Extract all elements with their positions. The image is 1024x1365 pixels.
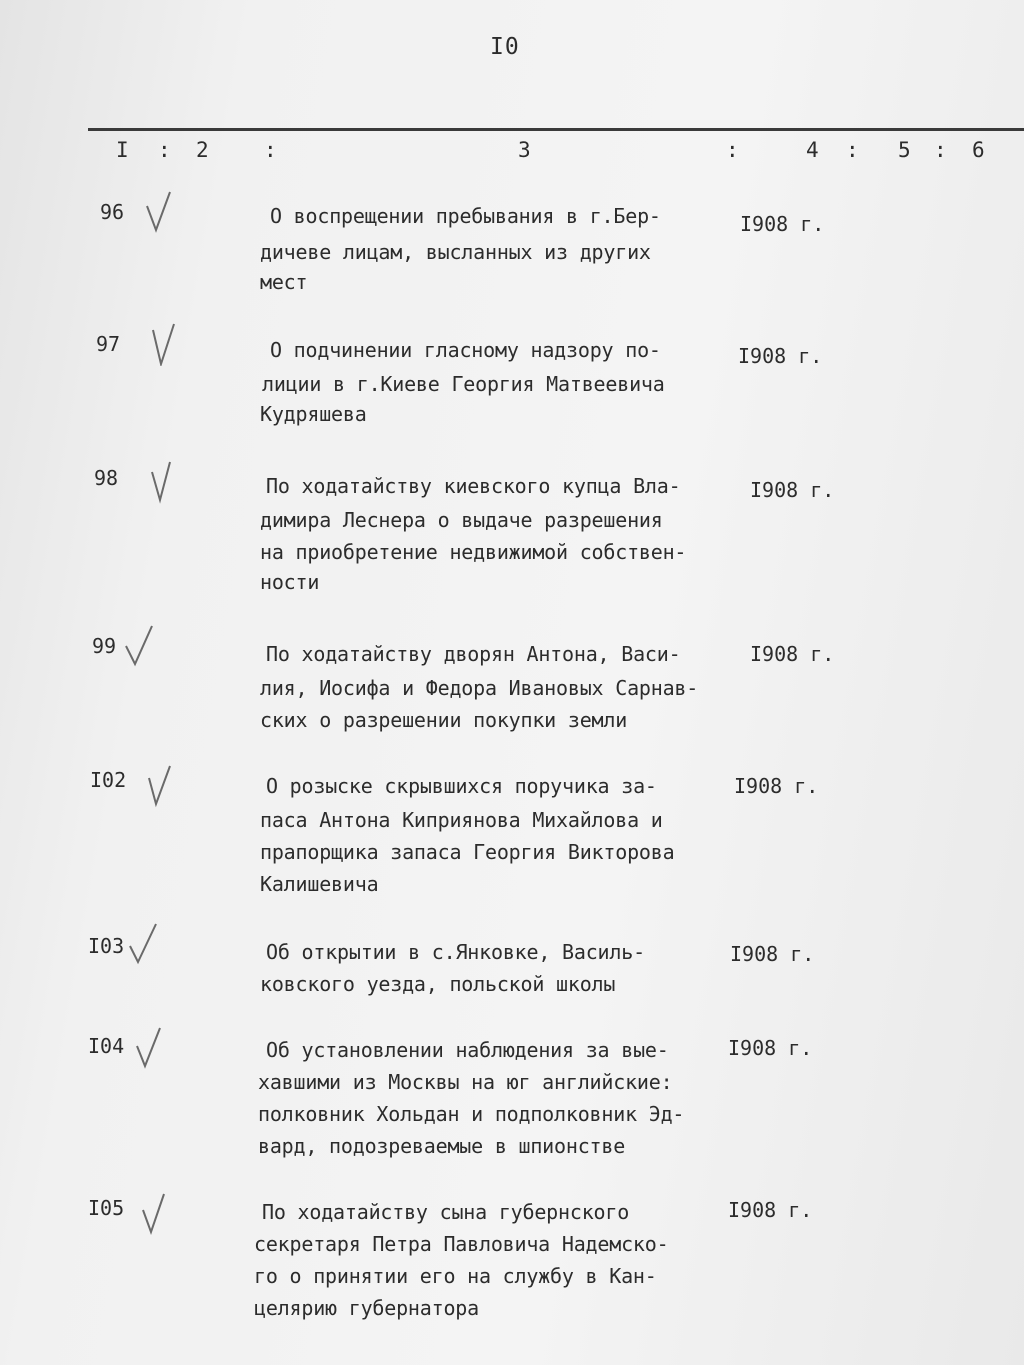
entry-number: I04 bbox=[88, 1034, 125, 1058]
entry-line: Калишевича bbox=[260, 872, 379, 896]
column-header-4: 4 bbox=[806, 138, 819, 162]
entry-number: 99 bbox=[92, 634, 117, 658]
checkmark-icon bbox=[128, 922, 158, 966]
entry-line: Об установлении наблюдения за вые- bbox=[266, 1038, 669, 1062]
entry-line: лиции в г.Киеве Георгия Матвеевича bbox=[262, 372, 665, 396]
entry-year: I908 г. bbox=[734, 774, 819, 798]
entry-line: вард, подозреваемые в шпионстве bbox=[258, 1134, 626, 1158]
checkmark-icon bbox=[134, 1026, 164, 1070]
column-header-1: I bbox=[116, 138, 129, 162]
entry-line: О воспрещении пребывания в г.Бер- bbox=[270, 204, 661, 228]
column-separator: : bbox=[846, 138, 859, 162]
entry-line: О подчинении гласному надзору по- bbox=[270, 338, 661, 362]
entry-year: I908 г. bbox=[740, 212, 825, 236]
entry-year: I908 г. bbox=[730, 942, 815, 966]
entry-line: полковник Хольдан и подполковник Эд- bbox=[258, 1102, 685, 1126]
entry-line: мест bbox=[260, 270, 308, 294]
checkmark-icon bbox=[124, 624, 154, 668]
entry-line: димира Леснера о выдаче разрешения bbox=[260, 508, 663, 532]
entry-number: 96 bbox=[100, 200, 125, 224]
column-header-2: 2 bbox=[196, 138, 209, 162]
entry-line: О розыске скрывшихся поручика за- bbox=[266, 774, 657, 798]
entry-line: прапорщика запаса Георгия Викторова bbox=[260, 840, 675, 864]
column-separator: : bbox=[934, 138, 947, 162]
entry-line: По ходатайству киевского купца Вла- bbox=[266, 474, 681, 498]
entry-year: I908 г. bbox=[728, 1198, 813, 1222]
entry-year: I908 г. bbox=[738, 344, 823, 368]
entry-year: I908 г. bbox=[750, 478, 835, 502]
entry-number: I05 bbox=[88, 1196, 125, 1220]
entry-line: лия, Иосифа и Федора Ивановых Сарнав- bbox=[260, 676, 699, 700]
entry-line: По ходатайству дворян Антона, Васи- bbox=[266, 642, 681, 666]
header-rule bbox=[88, 128, 1024, 131]
entry-number: I03 bbox=[88, 934, 125, 958]
entry-line: ских о разрешении покупки земли bbox=[260, 708, 628, 732]
column-separator: : bbox=[726, 138, 739, 162]
entry-line: го о принятии его на службу в Кан- bbox=[254, 1264, 657, 1288]
entry-line: хавшими из Москвы на юг английские: bbox=[258, 1070, 673, 1094]
entry-line: на приобретение недвижимой собствен- bbox=[260, 540, 687, 564]
checkmark-icon bbox=[148, 460, 178, 504]
column-header-6: 6 bbox=[972, 138, 985, 162]
entry-line: ковского уезда, польской школы bbox=[260, 972, 616, 996]
checkmark-icon bbox=[150, 322, 180, 366]
entry-line: Кудряшева bbox=[260, 402, 367, 426]
entry-line: секретаря Петра Павловича Надемско- bbox=[254, 1232, 669, 1256]
checkmark-icon bbox=[144, 190, 174, 234]
entry-line: ности bbox=[260, 570, 320, 594]
entry-line: Об открытии в с.Янковке, Василь- bbox=[266, 940, 645, 964]
entry-year: I908 г. bbox=[750, 642, 835, 666]
checkmark-icon bbox=[146, 764, 176, 808]
entry-line: паса Антона Киприянова Михайлова и bbox=[260, 808, 663, 832]
column-header-5: 5 bbox=[898, 138, 911, 162]
entry-line: По ходатайству сына губернского bbox=[262, 1200, 630, 1224]
entry-year: I908 г. bbox=[728, 1036, 813, 1060]
column-separator: : bbox=[158, 138, 171, 162]
entry-line: дичеве лицам, высланных из других bbox=[260, 240, 651, 264]
page-number: I0 bbox=[490, 34, 520, 60]
checkmark-icon bbox=[140, 1192, 170, 1236]
column-separator: : bbox=[264, 138, 277, 162]
entry-number: 97 bbox=[96, 332, 121, 356]
entry-line: целярию губернатора bbox=[254, 1296, 479, 1320]
entry-number: I02 bbox=[90, 768, 127, 792]
column-header-3: 3 bbox=[518, 138, 531, 162]
entry-number: 98 bbox=[94, 466, 119, 490]
